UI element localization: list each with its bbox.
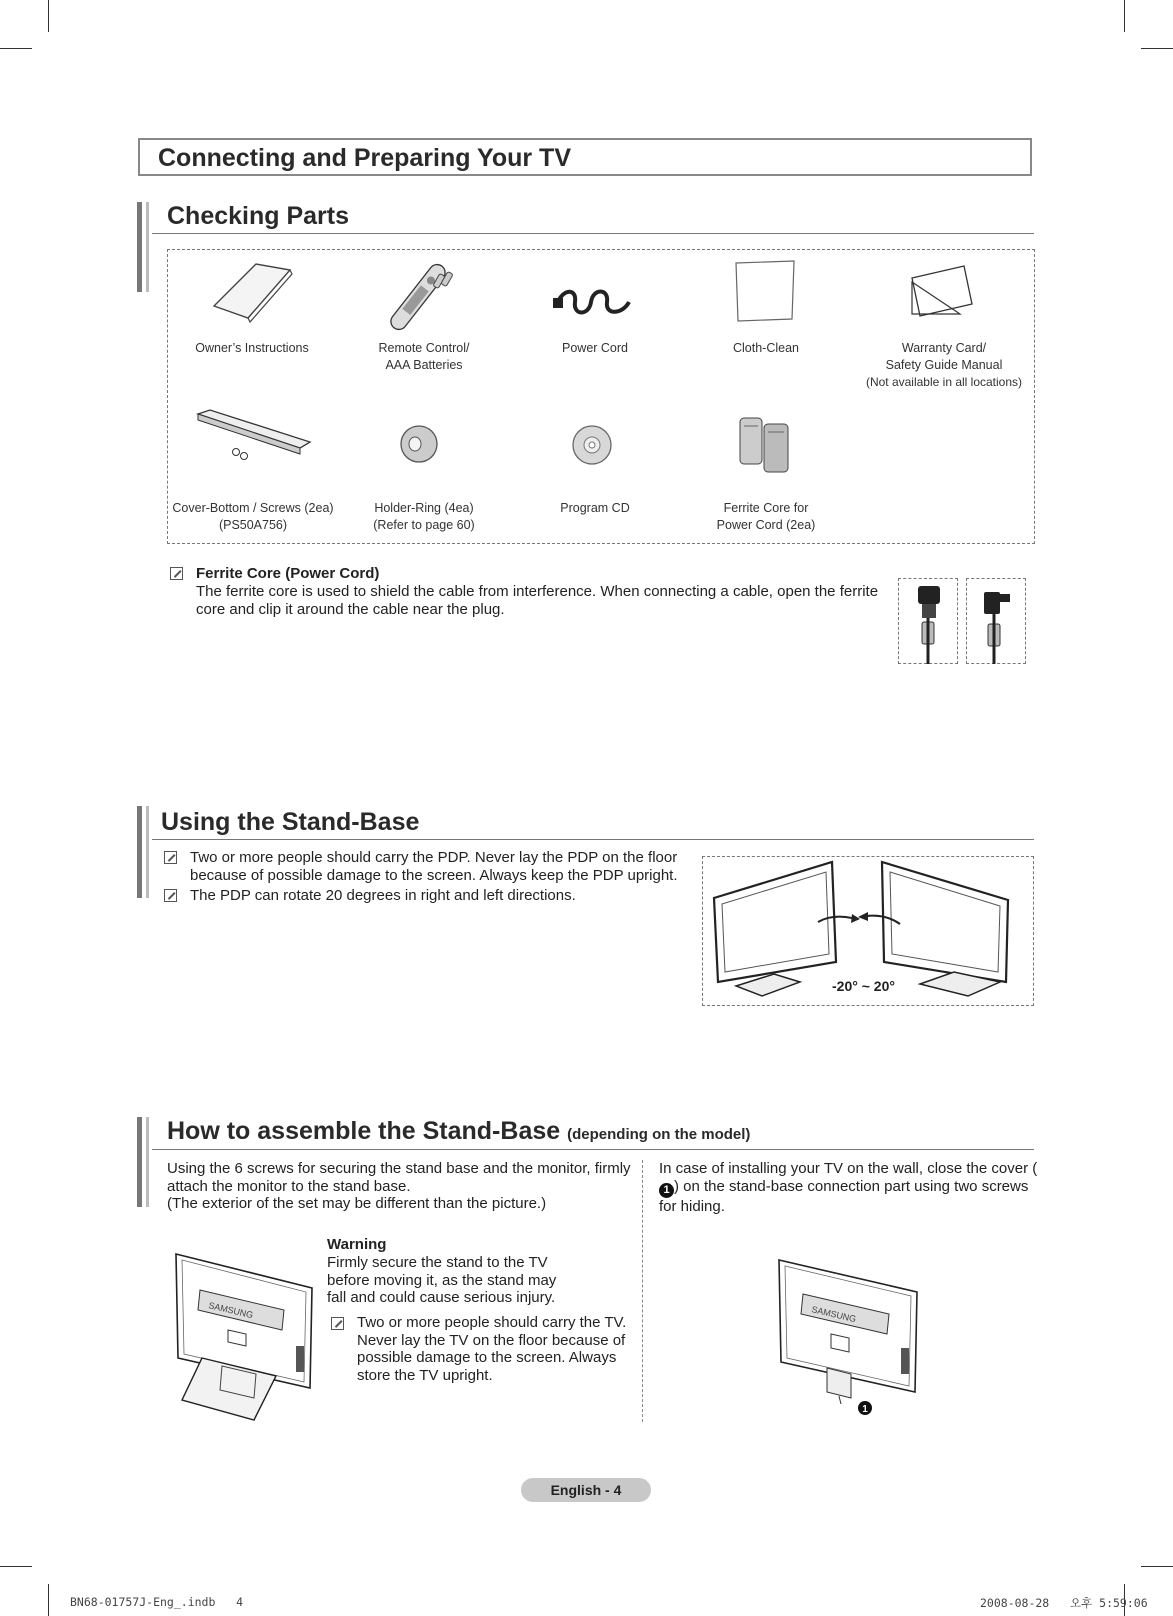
part-label: Power Cord <box>562 341 628 355</box>
part-label: Remote Control/ AAA Batteries <box>378 341 470 372</box>
part-label: Cloth-Clean <box>732 341 799 355</box>
assemble-right-text <box>659 1160 1039 1215</box>
stand-note-1: Two or more people should carry the PDP. Never lay the PDP on the floor because of possible damage to the screen. Always keep the PDP upright. <box>190 849 678 884</box>
part-label: Warranty Card/ Safety Guide Manual <box>885 341 1003 372</box>
ferrite-core-icon <box>738 414 796 476</box>
crop-mark <box>1141 48 1173 49</box>
assemble-right-text-post: ) on the stand-base connection part using two screws for hiding. <box>659 1177 1029 1215</box>
footer-timestamp: 2008-08-28 오후 5:59:06 <box>980 1596 1148 1610</box>
part-label: Ferrite Core for Power Cord (2ea) <box>716 501 816 532</box>
warranty-card-icon <box>910 264 976 320</box>
assemble-left-note: (The exterior of the set may be different than the picture.) <box>167 1195 547 1212</box>
manual-icon <box>212 262 292 322</box>
plug-icon <box>910 584 950 664</box>
tv-back-stand-illustration <box>172 1250 322 1425</box>
crop-mark <box>0 48 32 49</box>
ferrite-note-title: Ferrite Core (Power Cord) <box>196 565 380 582</box>
part-label: Holder-Ring (4ea) (Refer to page 60) <box>373 501 475 532</box>
section-rule <box>152 1149 1034 1150</box>
note-icon <box>170 567 183 580</box>
part-label: Cover-Bottom / Screws (2ea) (PS50A756) <box>172 501 334 532</box>
tv-back-cover-illustration <box>777 1258 927 1418</box>
cloth-icon <box>732 259 798 323</box>
holder-ring-icon <box>399 424 441 464</box>
part-label: Program CD <box>560 501 630 515</box>
column-divider <box>642 1160 643 1422</box>
warning-title: Warning <box>327 1236 387 1253</box>
cd-icon <box>571 424 613 466</box>
section-bar <box>146 202 149 292</box>
tv-brand-text: SAMSUNG <box>207 1300 255 1321</box>
section-bar <box>146 806 149 898</box>
assemble-title-main: How to assemble the Stand-Base <box>167 1117 561 1145</box>
stand-base-title: Using the Stand-Base <box>161 808 420 836</box>
page-title-banner <box>138 138 1032 176</box>
assemble-right-text-pre: In case of installing your TV on the wall, close the cover ( <box>659 1160 1038 1177</box>
warning-text: Firmly secure the stand to the TV before moving it, as the stand may fall and could cause serious injury. <box>327 1254 557 1306</box>
callout-number: 1 <box>862 1404 868 1415</box>
section-bar <box>137 806 142 898</box>
tv-brand-text: SAMSUNG <box>810 1304 858 1325</box>
note-icon <box>331 1317 344 1330</box>
page-title: Connecting and Preparing Your TV <box>158 144 572 172</box>
power-cord-icon <box>553 282 633 322</box>
checking-parts-title: Checking Parts <box>167 202 350 230</box>
assemble-title-suffix: (depending on the model) <box>567 1126 751 1143</box>
ferrite-note-text: The ferrite core is used to shield the cable from interference. When connecting a cable, open the ferrite core and clip it around the cable near the plug. <box>196 583 879 618</box>
section-bar <box>146 1117 149 1207</box>
number-marker-icon: 1 <box>659 1183 674 1198</box>
assemble-title <box>167 1117 750 1146</box>
cover-bottom-icon <box>196 408 312 464</box>
section-rule <box>152 233 1034 234</box>
section-bar <box>137 1117 142 1207</box>
rotation-label: -20° ~ 20° <box>832 978 895 994</box>
assemble-left-text: Using the 6 screws for securing the stand base and the monitor, firmly attach the monitor to the stand base. <box>167 1160 631 1195</box>
crop-mark <box>48 1584 49 1616</box>
warning-note: Two or more people should carry the TV. Never lay the TV on the floor because of possible damage to the screen. Always store the TV upright. <box>357 1314 627 1384</box>
crop-mark <box>48 0 49 32</box>
plug-icon <box>978 584 1018 664</box>
section-bar <box>137 202 142 292</box>
note-icon <box>164 851 177 864</box>
footer-file: BN68-01757J-Eng_.indb 4 <box>70 1595 244 1609</box>
part-sublabel: (Not available in all locations) <box>865 375 1023 389</box>
remote-icon <box>388 262 468 332</box>
section-rule <box>152 839 1034 840</box>
crop-mark <box>0 1566 32 1567</box>
part-label: Owner’s Instructions <box>195 341 309 355</box>
note-icon <box>164 889 177 902</box>
page-number-badge: English - 4 <box>521 1478 651 1502</box>
stand-note-2: The PDP can rotate 20 degrees in right and left directions. <box>190 887 576 904</box>
crop-mark <box>1124 0 1125 32</box>
crop-mark <box>1141 1566 1173 1567</box>
